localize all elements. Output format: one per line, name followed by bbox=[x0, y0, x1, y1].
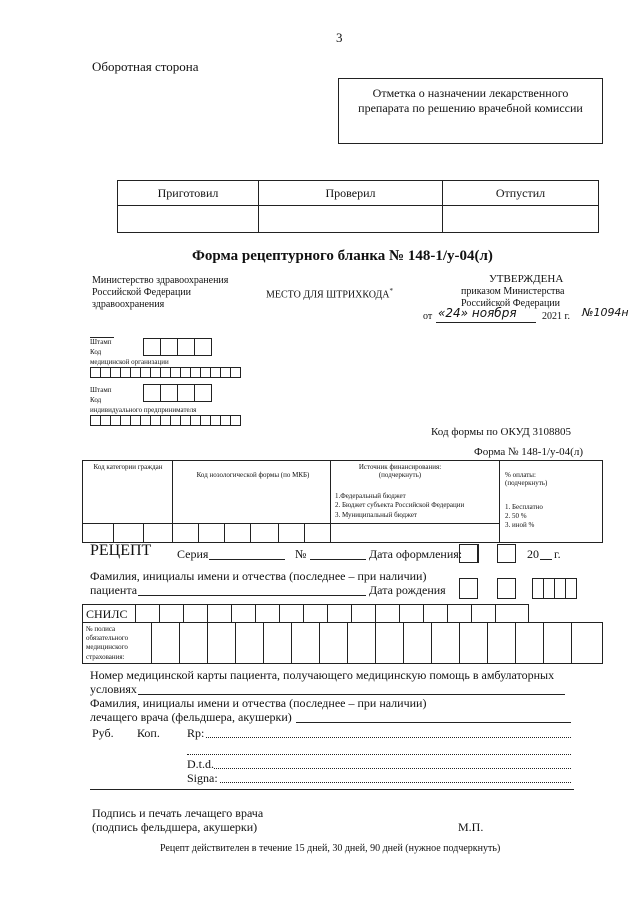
commission-text: Отметка о назначении лекарственного препарата по решению врачебной комиссии bbox=[358, 86, 583, 115]
funding-option[interactable]: 1.Федеральный бюджет bbox=[335, 492, 406, 500]
payment-header: % оплаты: (подчеркнуть) bbox=[505, 471, 548, 487]
medical-card-field[interactable] bbox=[138, 694, 565, 695]
entrepreneur-code-boxes[interactable] bbox=[90, 415, 241, 426]
series-label: Серия bbox=[177, 547, 209, 561]
funding-header: Источник финансирования: (подчеркнуть) bbox=[358, 463, 442, 479]
signa-label-visible: Signa: bbox=[187, 771, 218, 785]
policy-row[interactable] bbox=[82, 622, 603, 664]
nosology-header: Код нозологической формы (по МКБ) bbox=[196, 471, 310, 479]
rp-field-2[interactable] bbox=[187, 754, 571, 755]
org-code-boxes[interactable] bbox=[90, 367, 241, 378]
doctor-name-label: Фамилия, инициалы имени и отчества (последнее – при наличии) bbox=[90, 696, 427, 710]
policy-label: № полиса bbox=[86, 625, 116, 633]
patient-name-field[interactable] bbox=[138, 595, 366, 596]
reverse-side-label: Оборотная сторона bbox=[92, 59, 199, 74]
approved-number: №1094н bbox=[582, 306, 629, 319]
signa-field[interactable] bbox=[220, 782, 571, 783]
birth-year-boxes[interactable] bbox=[532, 578, 577, 599]
doctor-name-field[interactable] bbox=[296, 722, 571, 723]
patient-name-label: Фамилия, инициалы имени и отчества (последнее – при наличии) bbox=[90, 569, 427, 583]
staff-header: Отпустил bbox=[443, 181, 599, 206]
entrepreneur-code-top-boxes[interactable] bbox=[143, 384, 212, 402]
year-field[interactable] bbox=[540, 559, 552, 560]
signature-label-2: (подпись фельдшера, акушерки) bbox=[92, 820, 258, 834]
approved-line: Российской Федерации bbox=[461, 298, 561, 309]
year-suffix: г. bbox=[554, 547, 561, 561]
snils-row[interactable] bbox=[82, 604, 529, 623]
org-label: медицинской организации bbox=[90, 358, 169, 366]
recipe-label: РЕЦЕПТ bbox=[90, 542, 152, 559]
stamp-label: Штамп bbox=[90, 338, 112, 346]
number-label: № bbox=[295, 547, 307, 561]
policy-label: страхования: bbox=[86, 653, 125, 661]
rub-label: Руб. bbox=[92, 726, 114, 740]
snils-label: СНИЛС bbox=[86, 607, 128, 621]
dtd-field[interactable] bbox=[214, 768, 571, 769]
category-header: Код категории граждан bbox=[93, 463, 163, 471]
rp-field[interactable] bbox=[206, 737, 571, 738]
kop-label: Коп. bbox=[137, 726, 160, 740]
codes-grid bbox=[82, 460, 603, 543]
code-label: Код bbox=[90, 348, 102, 356]
stamp-label: Штамп bbox=[90, 386, 112, 394]
number-field[interactable] bbox=[310, 559, 366, 560]
doctor-label: лечащего врача (фельдшера, акушерки) bbox=[90, 710, 292, 724]
okud-code: Код формы по ОКУД 3108805 bbox=[431, 426, 572, 438]
policy-label: медицинского bbox=[86, 643, 128, 651]
payment-option[interactable]: 2. 50 % bbox=[505, 512, 527, 520]
date-day-box[interactable] bbox=[477, 544, 479, 563]
funding-option[interactable]: 3. Муниципальный бюджет bbox=[335, 511, 417, 519]
form-number: Форма № 148-1/у-04(л) bbox=[474, 446, 583, 458]
commission-box bbox=[338, 78, 603, 144]
year-prefix: 20 bbox=[527, 547, 539, 561]
approved-from: от bbox=[423, 311, 433, 322]
signature-label: Подпись и печать лечащего врача bbox=[92, 806, 264, 820]
date-day-box[interactable] bbox=[459, 544, 478, 563]
approved-line: приказом Министерства bbox=[461, 286, 565, 297]
policy-label: обязательного bbox=[86, 634, 129, 642]
staff-cell[interactable] bbox=[259, 206, 443, 233]
birth-day-box[interactable] bbox=[459, 578, 478, 599]
validity-note: Рецепт действителен в течение 15 дней, 30 дней, 90 дней (нужное подчеркнуть) bbox=[160, 843, 501, 854]
payment-option[interactable]: 1. Бесплатно bbox=[505, 503, 543, 511]
seal-label: М.П. bbox=[458, 820, 484, 834]
staff-header: Приготовил bbox=[118, 181, 259, 206]
staff-table bbox=[117, 180, 599, 233]
payment-option[interactable]: 3. иной % bbox=[505, 521, 535, 529]
birth-month-box[interactable] bbox=[497, 578, 516, 599]
org-code-top-boxes[interactable] bbox=[143, 338, 212, 356]
funding-option[interactable]: 2. Бюджет субъекта Российской Федерации bbox=[335, 501, 465, 509]
approved-year: 2021 г. bbox=[542, 311, 570, 322]
issue-date-label: Дата оформления: bbox=[369, 547, 463, 561]
ministry-line: Министерство здравоохранения bbox=[92, 275, 229, 286]
staff-cell[interactable] bbox=[118, 206, 259, 233]
page-number: 3 bbox=[336, 30, 343, 45]
birth-date-label: Дата рождения bbox=[369, 583, 446, 597]
medical-card-label: Номер медицинской карты пациента, получающего медицинскую помощь в амбулаторных bbox=[90, 668, 555, 682]
code-label: Код bbox=[90, 396, 102, 404]
staff-header: Проверил bbox=[259, 181, 443, 206]
rp-label: Rp: bbox=[187, 726, 205, 740]
approved-date: «24» ноября bbox=[438, 306, 517, 320]
patient-label: пациента bbox=[90, 583, 138, 597]
dtd-label: D.t.d. bbox=[187, 757, 214, 771]
series-field[interactable] bbox=[209, 559, 285, 560]
entrepreneur-label: индивидуального предпринимателя bbox=[90, 406, 197, 414]
ministry-line: здравоохранения bbox=[92, 299, 165, 310]
date-month-box[interactable] bbox=[497, 544, 516, 563]
ministry-line: Российской Федерации bbox=[92, 287, 192, 298]
staff-cell[interactable] bbox=[443, 206, 599, 233]
medical-card-label-2: условиях bbox=[90, 682, 137, 696]
form-title: Форма рецептурного бланка № 148-1/у-04(л) bbox=[192, 248, 493, 264]
approved-title: УТВЕРЖДЕНА bbox=[489, 273, 564, 285]
rx-bottom-line bbox=[90, 789, 574, 790]
barcode-placeholder: МЕСТО ДЛЯ ШТРИХКОДА* bbox=[266, 287, 394, 301]
